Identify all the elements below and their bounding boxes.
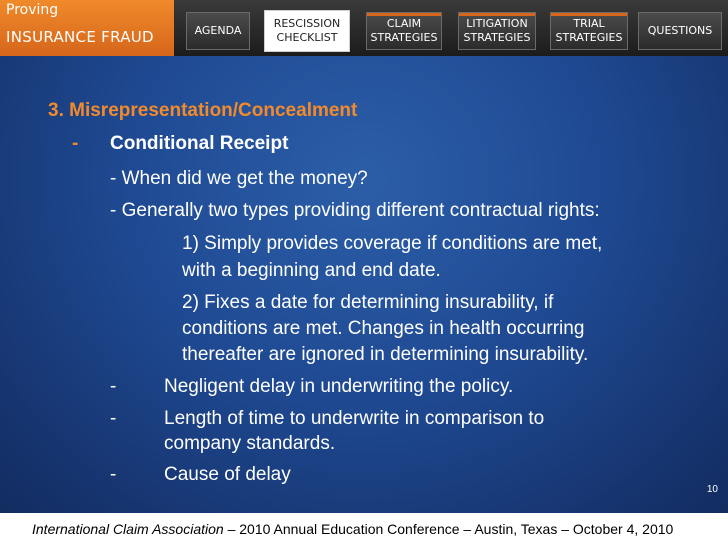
sub-heading-marker: - (72, 133, 79, 154)
tab-label: TRIAL STRATEGIES (555, 17, 623, 44)
text-line-3: 1) Simply provides coverage if conditions are met, (182, 233, 603, 254)
text-line-7: thereafter are ignored in determining insurability. (182, 344, 589, 365)
bullet-marker: - (110, 408, 117, 429)
bullet-marker: - (110, 376, 117, 397)
top-navigation-bar (0, 0, 728, 56)
slide-content (0, 56, 728, 496)
section-heading: 3. Misrepresentation/Concealment (48, 100, 358, 121)
tab-accent-stripe (459, 13, 535, 16)
bullet-marker: - (110, 464, 117, 485)
tab-accent-stripe (551, 13, 627, 16)
tab-label: CLAIM STRATEGIES (370, 17, 438, 44)
tab-litigation-strategies[interactable] (458, 12, 536, 50)
tab-claim-strategies[interactable] (366, 12, 442, 50)
page-number: 10 (706, 484, 718, 495)
tab-label: QUESTIONS (647, 24, 713, 37)
text-line-4: with a beginning and end date. (182, 260, 441, 281)
bullet-text-continuation: company standards. (164, 433, 336, 454)
tab-label: RESCISSION CHECKLIST (273, 17, 341, 44)
bullet-text: Length of time to underwrite in comparison to (164, 408, 545, 429)
text-line-6: conditions are met. Changes in health occurring (182, 318, 585, 339)
tab-label: AGENDA (194, 24, 242, 37)
brand-title (0, 0, 174, 56)
bullet-text: Negligent delay in underwriting the policy. (164, 376, 514, 397)
text-line-2: - Generally two types providing different contractual rights: (110, 200, 600, 221)
sub-heading: Conditional Receipt (110, 133, 289, 154)
tab-rescission-checklist[interactable] (264, 10, 350, 52)
footer-text (32, 521, 673, 537)
brand-line1: Proving (6, 2, 59, 18)
tab-agenda[interactable] (186, 12, 250, 50)
tab-questions[interactable] (638, 12, 722, 50)
brand-line2: INSURANCE FRAUD (6, 28, 154, 46)
bullet-text: Cause of delay (164, 464, 291, 485)
text-line-5: 2) Fixes a date for determining insurability, if (182, 292, 554, 313)
tab-label: LITIGATION STRATEGIES (463, 17, 531, 44)
tab-accent-stripe (367, 13, 441, 16)
footer (0, 513, 728, 546)
tab-trial-strategies[interactable] (550, 12, 628, 50)
footer-organization: International Claim Association (32, 521, 224, 537)
footer-event: – 2010 Annual Education Conference – Austin, Texas – October 4, 2010 (223, 521, 674, 537)
text-line-1: - When did we get the money? (110, 168, 368, 189)
